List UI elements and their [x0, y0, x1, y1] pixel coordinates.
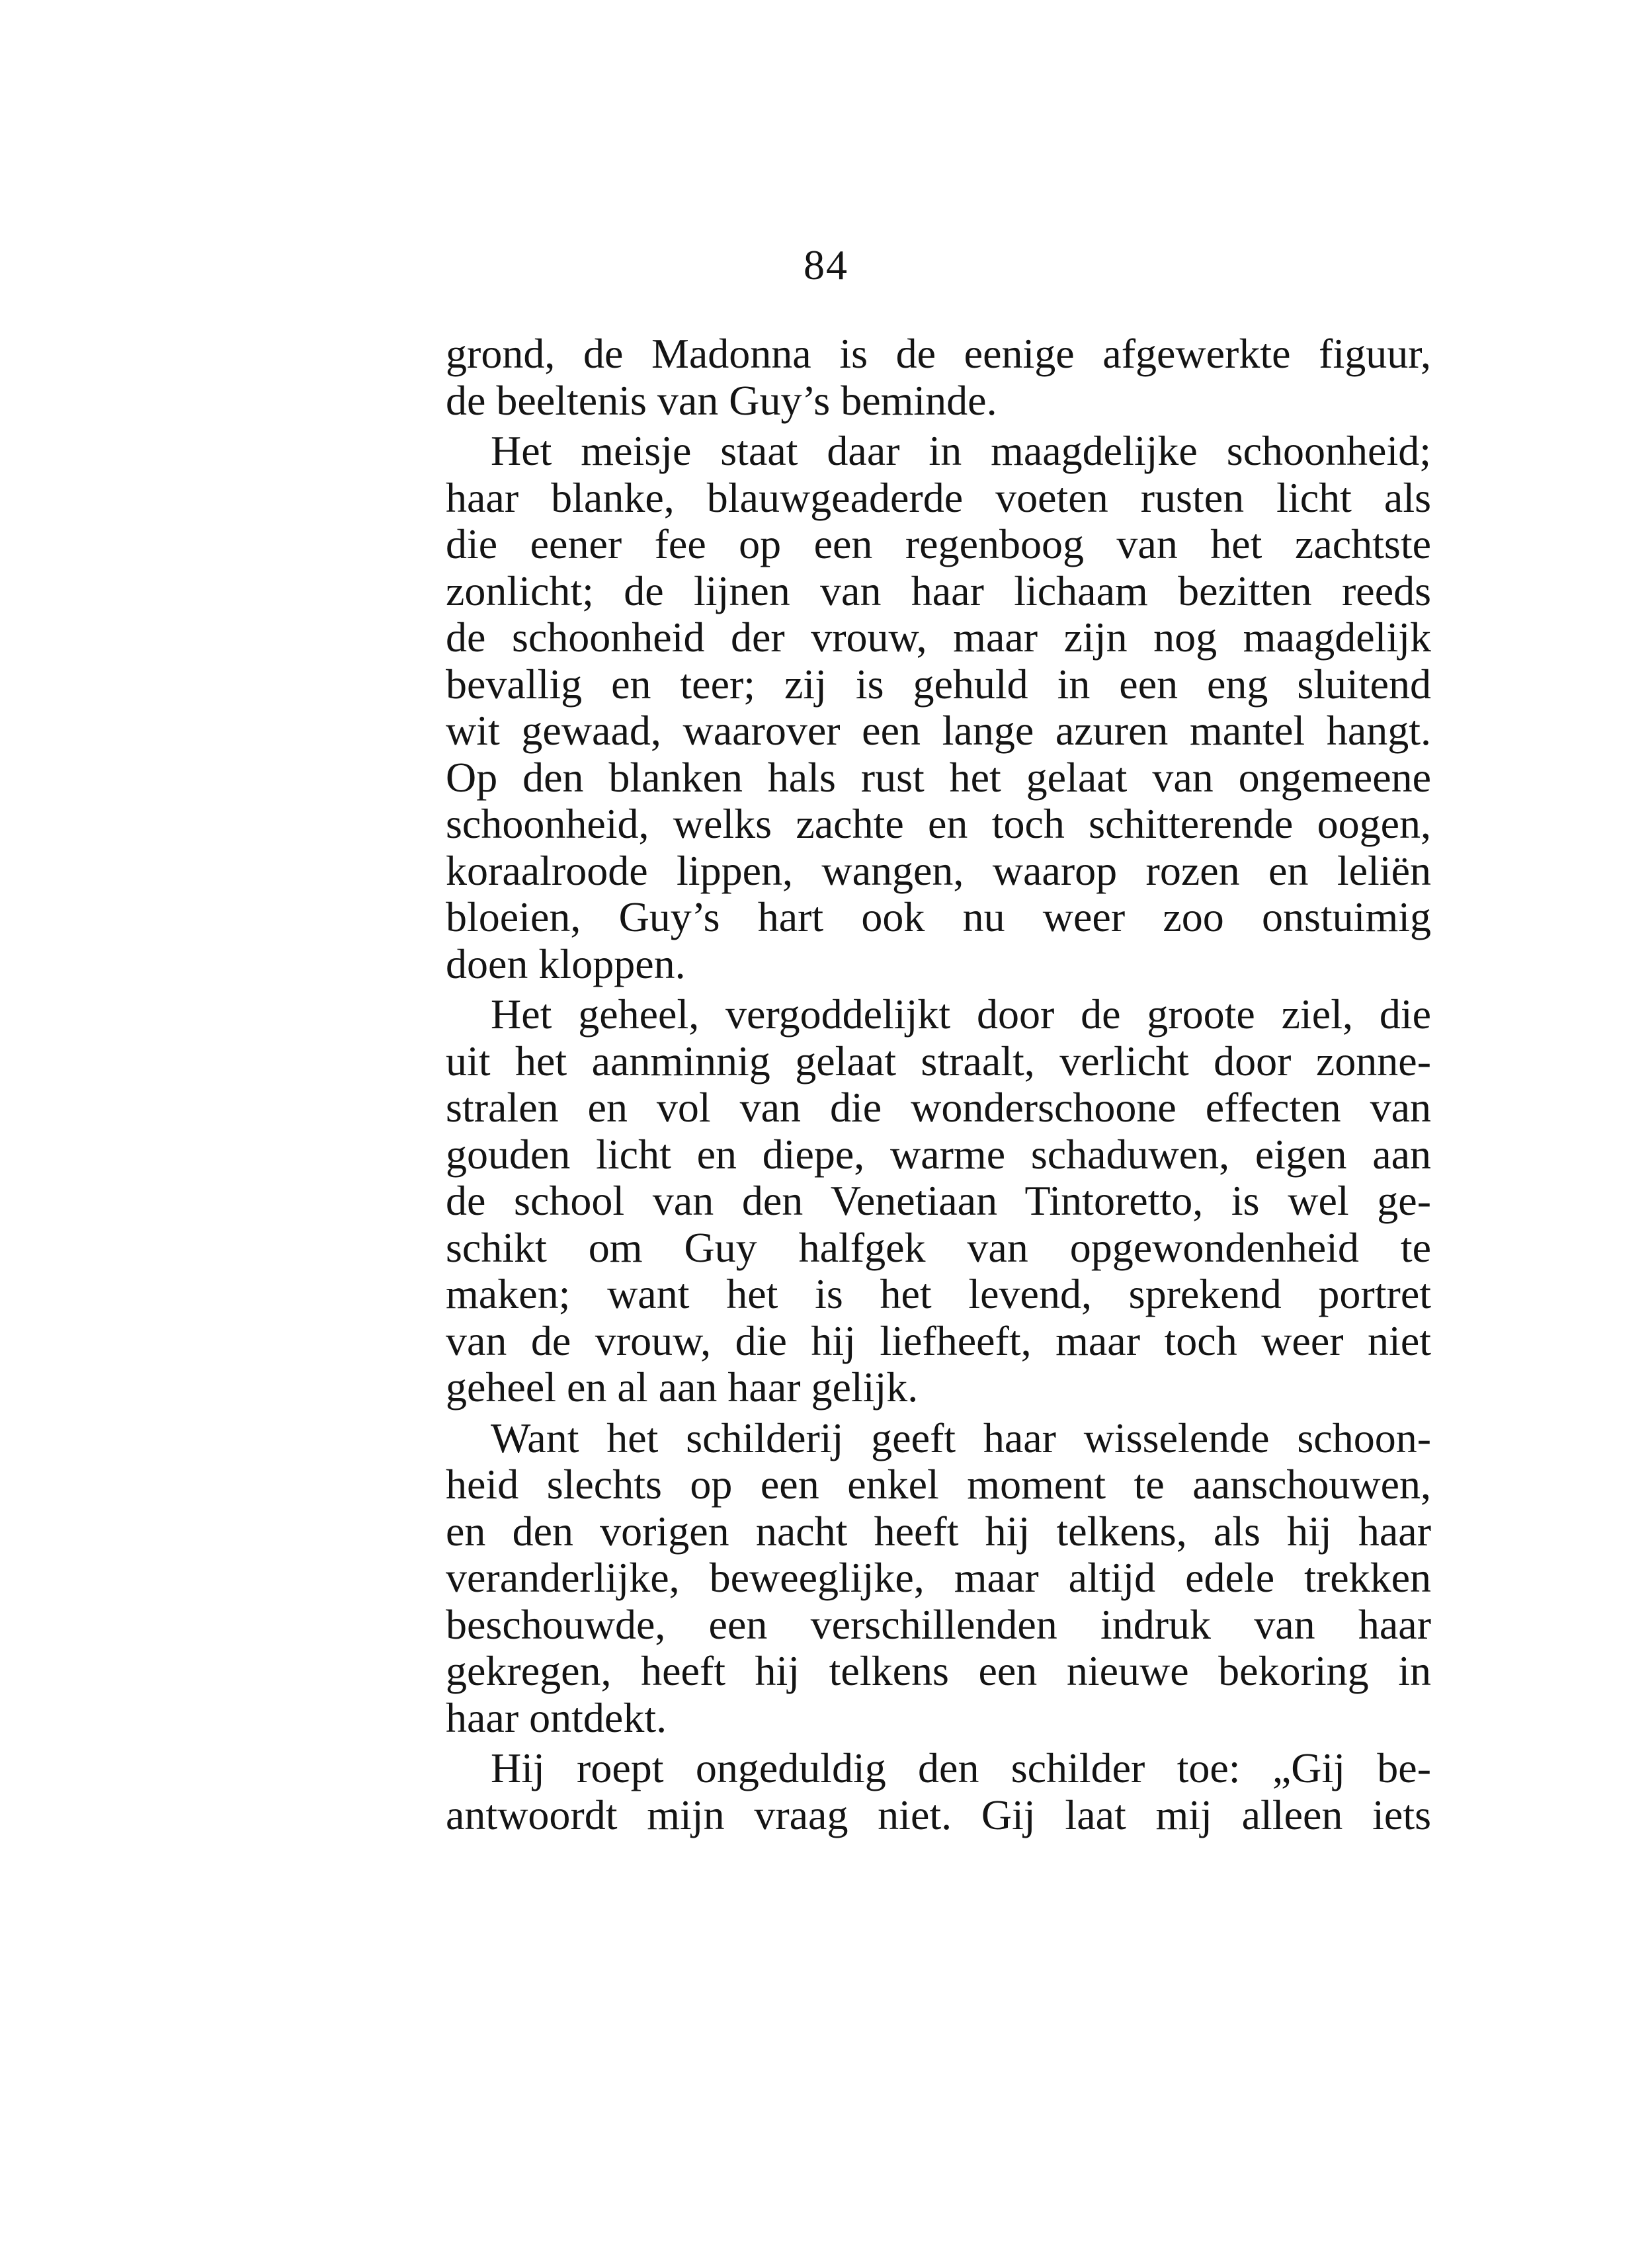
text-line: de schoonheid der vrouw, maar zijn nog maagdelijk	[446, 614, 1431, 661]
text-line: schikt om Guy halfgek van opgewondenheid te	[446, 1223, 1431, 1271]
text-line: heid slechts op een enkel moment te aanschouwen,	[446, 1461, 1431, 1508]
text-line: beschouwde, een verschillenden indruk van haar	[446, 1600, 1431, 1648]
text-line: haar blanke, blauwgeaderde voeten rusten licht als	[446, 473, 1431, 521]
text-line: bevallig en teer; zij is gehuld in een eng sluitend	[446, 660, 1431, 708]
text-line: Want het schilderij geeft haar wisselende schoon-	[491, 1414, 1431, 1461]
text-line: wit gewaad, waarover een lange azuren mantel hangt.	[446, 707, 1431, 754]
text-line: geheel en al aan haar gelijk.	[446, 1364, 919, 1411]
text-line: de beeltenis van Guy’s beminde.	[446, 376, 997, 424]
text-line: gekregen, heeft hij telkens een nieuwe bekoring in	[446, 1647, 1431, 1694]
text-line: koraalroode lippen, wangen, waarop rozen en leliën	[446, 846, 1431, 894]
paragraph	[446, 1415, 1431, 1742]
text-line: bloeien, Guy’s hart ook nu weer zoo onstuimig	[446, 893, 1431, 940]
paragraph	[446, 1745, 1431, 1838]
text-line: de school van den Venetiaan Tintoretto, is wel ge-	[446, 1177, 1431, 1224]
text-line: antwoordt mijn vraag niet. Gij laat mij alleen iets	[446, 1791, 1431, 1838]
text-line: uit het aanminnig gelaat straalt, verlicht door zonne-	[446, 1037, 1431, 1084]
text-line: schoonheid, welks zachte en toch schitterende oogen,	[446, 800, 1431, 847]
body-text	[446, 331, 1431, 1838]
text-line: Het meisje staat daar in maagdelijke schoonheid;	[491, 427, 1431, 474]
text-line: en den vorigen nacht heeft hij telkens, als hij haar	[446, 1507, 1431, 1555]
text-line: gouden licht en diepe, warme schaduwen, eigen aan	[446, 1130, 1431, 1178]
text-line: Op den blanken hals rust het gelaat van ongemeene	[446, 753, 1431, 801]
paragraph	[446, 428, 1431, 987]
text-line: stralen en vol van die wonderschoone effecten van	[446, 1084, 1431, 1131]
text-line: grond, de Madonna is de eenige afgewerkte figuur,	[446, 330, 1431, 377]
text-line: zonlicht; de lijnen van haar lichaam bezitten reeds	[446, 567, 1431, 614]
text-line: van de vrouw, die hij liefheeft, maar toch weer niet	[446, 1317, 1431, 1364]
text-line: doen kloppen.	[446, 940, 686, 987]
text-line: Het geheel, vergoddelijkt door de groote ziel, die	[491, 991, 1431, 1038]
text-line: maken; want het is het levend, sprekend portret	[446, 1270, 1431, 1317]
text-line: die eener fee op een regenboog van het zachtste	[446, 520, 1431, 567]
text-line: veranderlijke, beweeglijke, maar altijd edele trekken	[446, 1554, 1431, 1601]
page-number: 84	[804, 241, 848, 288]
text-line: Hij roept ongeduldig den schilder toe: „Gij be-	[491, 1744, 1431, 1791]
text-line: haar ontdekt.	[446, 1694, 667, 1741]
paragraph	[446, 991, 1431, 1411]
paragraph	[446, 331, 1431, 424]
